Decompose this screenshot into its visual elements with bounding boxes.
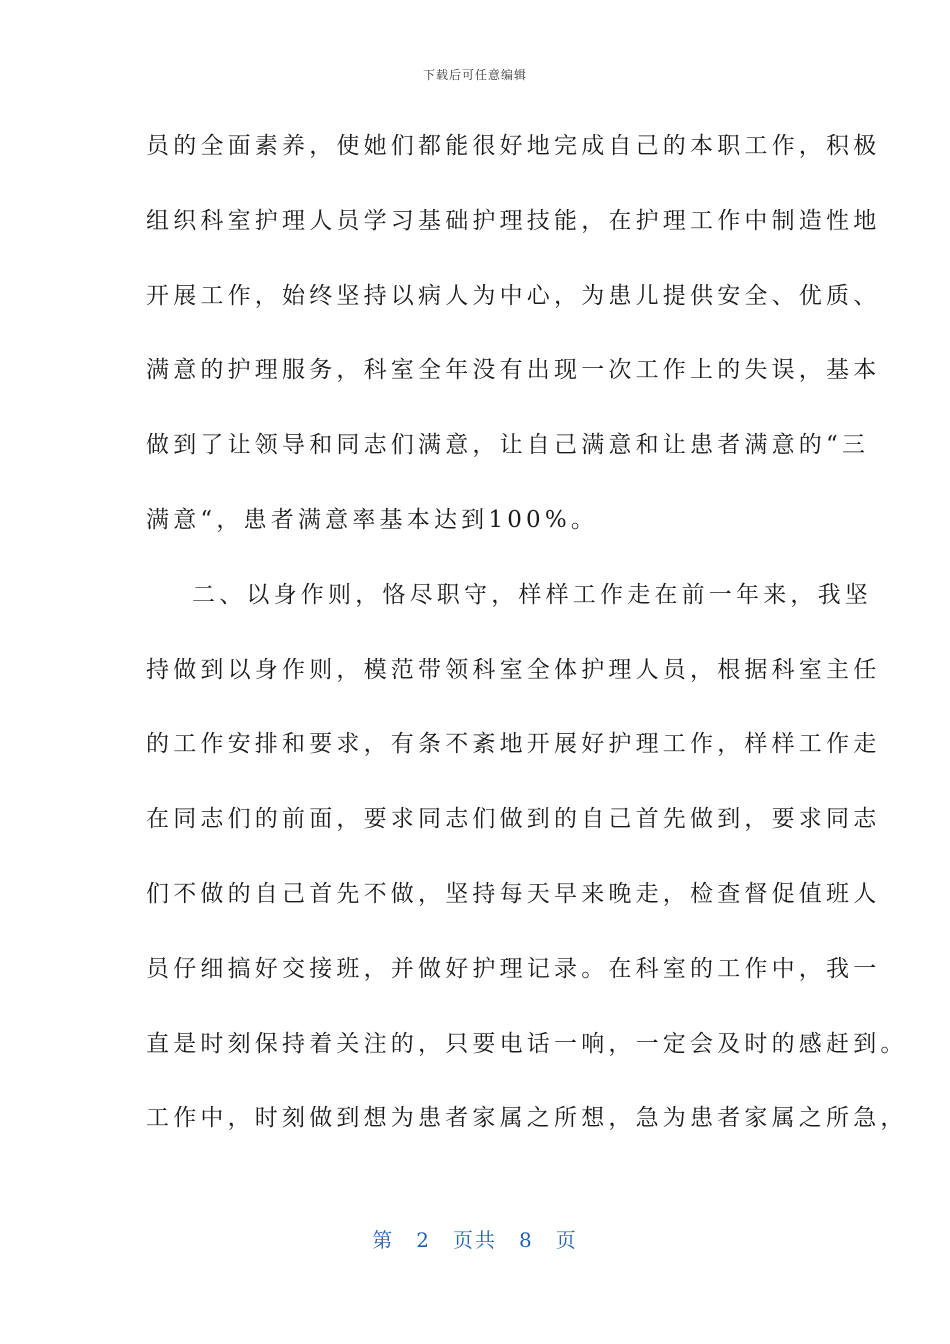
text-line-paragraph-start: 二、以身作则，恪尽职守，样样工作走在前一年来，我坚 [192,581,872,608]
text-line: 满意“，患者满意率基本达到100%。 [146,506,599,533]
text-line: 的工作安排和要求，有条不紊地开展好护理工作，样样工作走 [146,731,881,758]
text-line: 满意的护理服务，科室全年没有出现一次工作上的失误，基本 [146,357,881,384]
text-line: 在同志们的前面，要求同志们做到的自己首先做到，要求同志 [146,806,881,833]
text-line: 开展工作，始终坚持以病人为中心，为患儿提供安全、优质、 [146,282,881,309]
text-line: 工作中，时刻做到想为患者家属之所想，急为患者家属之所急， [146,1105,908,1132]
text-line: 员的全面素养，使她们都能很好地完成自己的本职工作，积极 [146,133,881,159]
text-line: 做到了让领导和同志们满意，让自己满意和让患者满意的“三 [146,432,870,459]
footer-suffix: 页 [555,1228,578,1252]
text-line: 直是时刻保持着关注的，只要电话一响，一定会及时的感赶到。 [146,1030,908,1057]
text-line: 持做到以身作则，模范带领科室全体护理人员，根据科室主任 [146,656,881,683]
footer-middle: 页共 [453,1228,497,1252]
text-line: 员仔细搞好交接班，并做好护理记录。在科室的工作中，我一 [146,955,881,982]
text-line: 组织科室护理人员学习基础护理技能，在护理工作中制造性地 [146,207,881,234]
page-header: 下载后可任意编辑 [422,68,527,82]
page-footer [0,1224,950,1253]
current-page-number: 2 [416,1228,431,1252]
text-line: 们不做的自己首先不做，坚持每天早来晚走，检查督促值班人 [146,880,881,907]
document-body [146,122,908,1169]
footer-prefix: 第 [372,1228,395,1252]
total-pages-number: 8 [519,1228,534,1252]
